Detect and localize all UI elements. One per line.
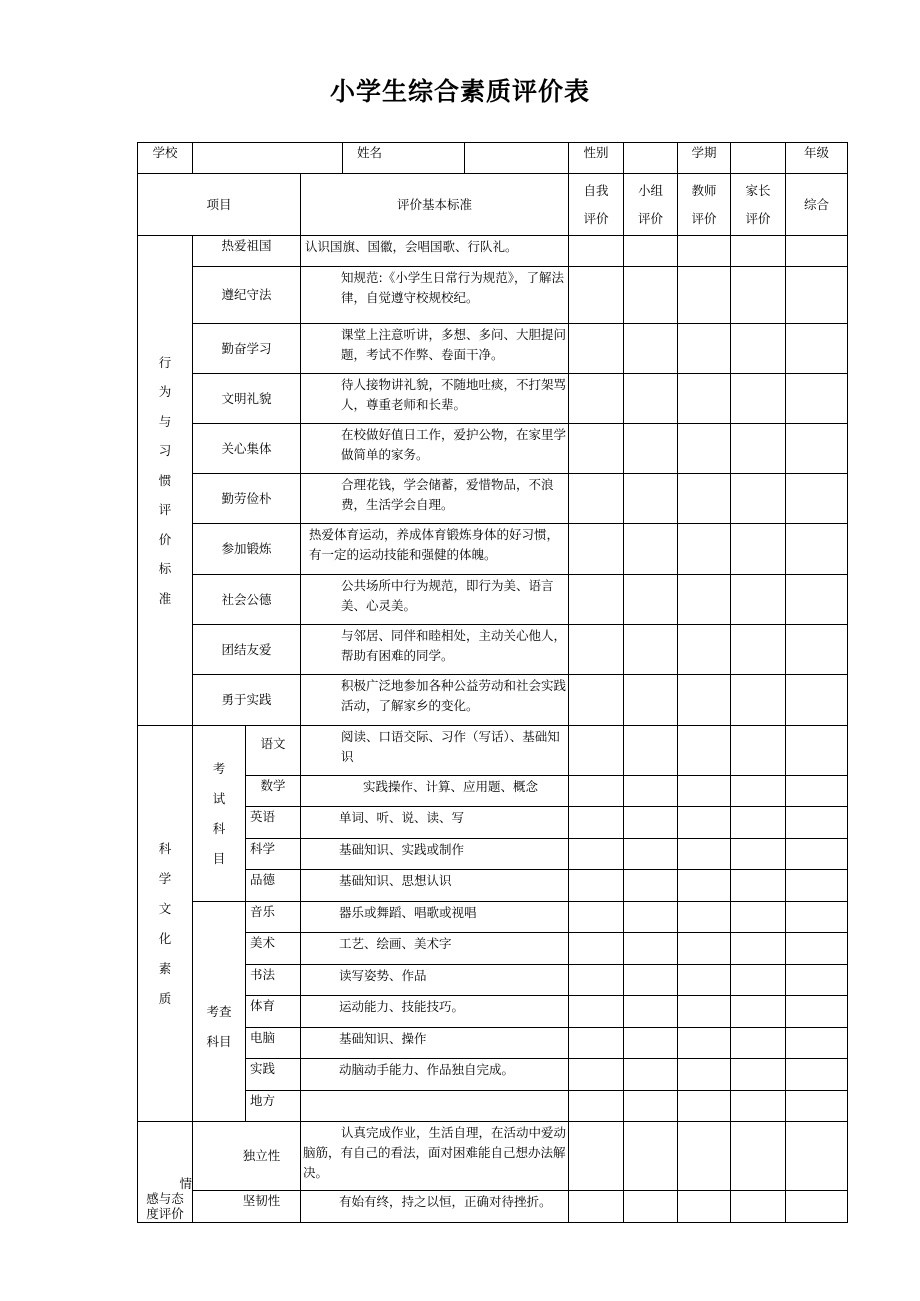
overall-eval-cell[interactable]: [786, 776, 848, 807]
self-eval-cell[interactable]: [569, 575, 624, 625]
name-field[interactable]: [465, 143, 569, 174]
self-eval-cell[interactable]: [569, 807, 624, 839]
behavior-standard: 热爱体育运动，养成体育锻炼身体的好习惯，有一定的运动技能和强健的体魄。: [301, 524, 569, 575]
group-eval-cell[interactable]: [624, 1091, 678, 1122]
subject-name: 美术: [246, 933, 301, 965]
group-eval-cell[interactable]: [624, 324, 678, 374]
parent-eval-cell[interactable]: [731, 776, 786, 807]
teacher-eval-cell[interactable]: [678, 474, 731, 524]
behavior-item: 热爱祖国: [193, 236, 301, 267]
group-eval-cell[interactable]: [624, 575, 678, 625]
overall-eval-cell[interactable]: [786, 996, 848, 1028]
emotion-standard: 有始有终，持之以恒，正确对待挫折。: [301, 1191, 569, 1223]
parent-eval-cell[interactable]: [731, 474, 786, 524]
parent-eval-cell[interactable]: [731, 1059, 786, 1091]
teacher-eval-cell[interactable]: [678, 870, 731, 902]
behavior-standard: 合理花钱，学会储蓄，爱惜物品，不浪费，生活学会自理。: [301, 474, 569, 524]
self-eval-cell[interactable]: [569, 965, 624, 996]
overall-eval-cell[interactable]: [786, 965, 848, 996]
behavior-standard: 课堂上注意听讲，多想、多问、大胆提问题，考试不作弊、卷面干净。: [301, 324, 569, 374]
overall-eval-cell[interactable]: [786, 1059, 848, 1091]
group-eval-cell[interactable]: [624, 1191, 678, 1223]
self-eval-cell[interactable]: [569, 236, 624, 267]
self-eval-cell[interactable]: [569, 1122, 624, 1191]
teacher-eval-cell[interactable]: [678, 839, 731, 870]
subject-standard: 阅读、口语交际、习作（写话）、基础知识: [301, 726, 569, 776]
subject-standard: 基础知识、思想认识: [301, 870, 569, 902]
behavior-standard: 积极广泛地参加各种公益劳动和社会实践活动，了解家乡的变化。: [301, 675, 569, 726]
group-eval-cell[interactable]: [624, 625, 678, 675]
group-eval-cell[interactable]: [624, 1122, 678, 1191]
overall-eval-cell[interactable]: [786, 807, 848, 839]
subject-name: 语文: [246, 726, 301, 776]
subject-standard: 基础知识、实践或制作: [301, 839, 569, 870]
overall-eval-cell[interactable]: [786, 267, 848, 324]
emotion-item: 独立性: [193, 1122, 301, 1191]
parent-eval-cell[interactable]: [731, 807, 786, 839]
parent-eval-cell[interactable]: [731, 726, 786, 776]
self-eval-cell[interactable]: [569, 625, 624, 675]
grade-label: 年级: [786, 143, 848, 174]
science-section-label: 科 学 文 化 素 质: [138, 726, 193, 1122]
group-eval-cell[interactable]: [624, 807, 678, 839]
subject-name: 科学: [246, 839, 301, 870]
parent-eval-cell[interactable]: [731, 267, 786, 324]
check-subjects-label: 考查 科目: [193, 902, 246, 1122]
group-eval-cell[interactable]: [624, 870, 678, 902]
group-eval-cell[interactable]: [624, 474, 678, 524]
parent-eval-cell[interactable]: [731, 575, 786, 625]
self-eval-cell[interactable]: [569, 324, 624, 374]
group-eval-cell[interactable]: [624, 902, 678, 933]
group-eval-cell[interactable]: [624, 839, 678, 870]
behavior-item: 文明礼貌: [193, 374, 301, 424]
parent-eval-cell[interactable]: [731, 625, 786, 675]
group-eval-cell[interactable]: [624, 726, 678, 776]
group-eval-cell[interactable]: [624, 933, 678, 965]
subject-standard: 基础知识、操作: [301, 1028, 569, 1059]
behavior-item: 遵纪守法: [193, 267, 301, 324]
teacher-eval-cell[interactable]: [678, 625, 731, 675]
teacher-eval-cell[interactable]: [678, 675, 731, 726]
self-eval-cell[interactable]: [569, 1028, 624, 1059]
teacher-eval-cell[interactable]: [678, 1091, 731, 1122]
emotion-section-label: 情 感与态 度评价: [138, 1122, 193, 1223]
group-eval-cell[interactable]: [624, 236, 678, 267]
subject-name: 音乐: [246, 902, 301, 933]
subject-name: 电脑: [246, 1028, 301, 1059]
teacher-eval-cell[interactable]: [678, 933, 731, 965]
parent-eval-cell[interactable]: [731, 870, 786, 902]
behavior-standard: 待人接物讲礼貌，不随地吐痰，不打架骂人，尊重老师和长辈。: [301, 374, 569, 424]
behavior-standard: 公共场所中行为规范，即行为美、语言美、心灵美。: [301, 575, 569, 625]
evaluation-table: [137, 142, 848, 1223]
teacher-eval-cell[interactable]: [678, 726, 731, 776]
parent-eval-cell[interactable]: [731, 675, 786, 726]
self-eval-cell[interactable]: [569, 870, 624, 902]
school-field[interactable]: [193, 143, 343, 174]
overall-eval-cell[interactable]: [786, 1091, 848, 1122]
term-field[interactable]: [731, 143, 786, 174]
overall-eval-cell[interactable]: [786, 839, 848, 870]
teacher-eval-cell[interactable]: [678, 902, 731, 933]
parent-eval-cell[interactable]: [731, 236, 786, 267]
parent-eval-cell[interactable]: [731, 933, 786, 965]
behavior-item: 勤奋学习: [193, 324, 301, 374]
subject-name: 数学: [246, 776, 301, 807]
parent-eval-cell[interactable]: [731, 374, 786, 424]
self-eval-cell[interactable]: [569, 996, 624, 1028]
behavior-item: 团结友爱: [193, 625, 301, 675]
overall-eval-cell[interactable]: [786, 374, 848, 424]
subject-standard: 运动能力、技能技巧。: [301, 996, 569, 1028]
teacher-eval-cell[interactable]: [678, 965, 731, 996]
self-eval-cell[interactable]: [569, 1191, 624, 1223]
subject-standard: 单词、听、说、读、写: [301, 807, 569, 839]
parent-eval-cell[interactable]: [731, 1191, 786, 1223]
school-label: 学校: [138, 143, 193, 174]
self-eval-cell[interactable]: [569, 374, 624, 424]
overall-eval-cell[interactable]: [786, 524, 848, 575]
parent-eval-cell[interactable]: [731, 524, 786, 575]
name-label: 姓名: [343, 143, 465, 174]
group-eval-header: 小组 评价: [624, 174, 678, 236]
behavior-standard: 认识国旗、国徽，会唱国歌、行队礼。: [301, 236, 569, 267]
standard-column-header: 评价基本标准: [301, 174, 569, 236]
group-eval-cell[interactable]: [624, 424, 678, 474]
group-eval-cell[interactable]: [624, 1028, 678, 1059]
subject-standard: [301, 1091, 569, 1122]
parent-eval-header: 家长 评价: [731, 174, 786, 236]
parent-eval-cell[interactable]: [731, 324, 786, 374]
subject-name: 体育: [246, 996, 301, 1028]
overall-eval-cell[interactable]: [786, 1122, 848, 1191]
overall-eval-cell[interactable]: [786, 424, 848, 474]
self-eval-cell[interactable]: [569, 776, 624, 807]
behavior-item: 参加锻炼: [193, 524, 301, 575]
group-eval-cell[interactable]: [624, 675, 678, 726]
overall-eval-cell[interactable]: [786, 726, 848, 776]
gender-label: 性别: [569, 143, 624, 174]
item-column-header: 项目: [138, 174, 301, 236]
parent-eval-cell[interactable]: [731, 424, 786, 474]
teacher-eval-cell[interactable]: [678, 424, 731, 474]
self-eval-cell[interactable]: [569, 675, 624, 726]
exam-subjects-label: 考 试 科 目: [193, 726, 246, 902]
term-label: 学期: [678, 143, 731, 174]
self-eval-cell[interactable]: [569, 1091, 624, 1122]
subject-standard: 读写姿势、作品: [301, 965, 569, 996]
teacher-eval-cell[interactable]: [678, 996, 731, 1028]
subject-name: 品德: [246, 870, 301, 902]
teacher-eval-cell[interactable]: [678, 374, 731, 424]
parent-eval-cell[interactable]: [731, 996, 786, 1028]
overall-eval-cell[interactable]: [786, 902, 848, 933]
behavior-item: 勇于实践: [193, 675, 301, 726]
overall-eval-cell[interactable]: [786, 933, 848, 965]
self-eval-cell[interactable]: [569, 267, 624, 324]
group-eval-cell[interactable]: [624, 965, 678, 996]
overall-eval-header: 综合: [786, 174, 848, 236]
subject-name: 书法: [246, 965, 301, 996]
teacher-eval-cell[interactable]: [678, 1191, 731, 1223]
teacher-eval-cell[interactable]: [678, 1059, 731, 1091]
gender-field[interactable]: [624, 143, 678, 174]
teacher-eval-cell[interactable]: [678, 807, 731, 839]
overall-eval-cell[interactable]: [786, 575, 848, 625]
parent-eval-cell[interactable]: [731, 1122, 786, 1191]
self-eval-cell[interactable]: [569, 839, 624, 870]
behavior-standard: 在校做好值日工作，爱护公物，在家里学做简单的家务。: [301, 424, 569, 474]
subject-standard: 器乐或舞蹈、唱歌或视唱: [301, 902, 569, 933]
overall-eval-cell[interactable]: [786, 236, 848, 267]
behavior-standard: 知规范:《小学生日常行为规范》，了解法律，自觉遵守校规校纪。: [301, 267, 569, 324]
behavior-standard: 与邻居、同伴和睦相处，主动关心他人，帮助有困难的同学。: [301, 625, 569, 675]
group-eval-cell[interactable]: [624, 996, 678, 1028]
behavior-section-label: 行 为 与 习 惯 评 价 标 准: [138, 236, 193, 726]
self-eval-cell[interactable]: [569, 1059, 624, 1091]
parent-eval-cell[interactable]: [731, 965, 786, 996]
teacher-eval-cell[interactable]: [678, 236, 731, 267]
emotion-standard: 认真完成作业，生活自理，在活动中爱动脑筋，有自己的看法，面对困难能自己想办法解决。: [301, 1122, 569, 1191]
subject-name: 地方: [246, 1091, 301, 1122]
overall-eval-cell[interactable]: [786, 474, 848, 524]
parent-eval-cell[interactable]: [731, 902, 786, 933]
teacher-eval-cell[interactable]: [678, 575, 731, 625]
overall-eval-cell[interactable]: [786, 1191, 848, 1223]
teacher-eval-cell[interactable]: [678, 267, 731, 324]
behavior-item: 勤劳俭朴: [193, 474, 301, 524]
subject-name: 英语: [246, 807, 301, 839]
parent-eval-cell[interactable]: [731, 839, 786, 870]
self-eval-cell[interactable]: [569, 902, 624, 933]
subject-standard: 实践操作、计算、应用题、概念: [301, 776, 569, 807]
overall-eval-cell[interactable]: [786, 625, 848, 675]
parent-eval-cell[interactable]: [731, 1091, 786, 1122]
behavior-item: 关心集体: [193, 424, 301, 474]
self-eval-cell[interactable]: [569, 474, 624, 524]
subject-standard: 工艺、绘画、美术字: [301, 933, 569, 965]
self-eval-header: 自我 评价: [569, 174, 624, 236]
teacher-eval-header: 教师 评价: [678, 174, 731, 236]
parent-eval-cell[interactable]: [731, 1028, 786, 1059]
overall-eval-cell[interactable]: [786, 324, 848, 374]
self-eval-cell[interactable]: [569, 524, 624, 575]
subject-name: 实践: [246, 1059, 301, 1091]
self-eval-cell[interactable]: [569, 424, 624, 474]
group-eval-cell[interactable]: [624, 267, 678, 324]
group-eval-cell[interactable]: [624, 1059, 678, 1091]
emotion-item: 坚韧性: [193, 1191, 301, 1223]
overall-eval-cell[interactable]: [786, 870, 848, 902]
self-eval-cell[interactable]: [569, 726, 624, 776]
group-eval-cell[interactable]: [624, 374, 678, 424]
overall-eval-cell[interactable]: [786, 675, 848, 726]
teacher-eval-cell[interactable]: [678, 1028, 731, 1059]
teacher-eval-cell[interactable]: [678, 524, 731, 575]
teacher-eval-cell[interactable]: [678, 324, 731, 374]
teacher-eval-cell[interactable]: [678, 1122, 731, 1191]
page-title: 小学生综合素质评价表: [329, 77, 590, 106]
teacher-eval-cell[interactable]: [678, 776, 731, 807]
self-eval-cell[interactable]: [569, 933, 624, 965]
group-eval-cell[interactable]: [624, 776, 678, 807]
subject-standard: 动脑动手能力、作品独自完成。: [301, 1059, 569, 1091]
group-eval-cell[interactable]: [624, 524, 678, 575]
behavior-item: 社会公德: [193, 575, 301, 625]
overall-eval-cell[interactable]: [786, 1028, 848, 1059]
